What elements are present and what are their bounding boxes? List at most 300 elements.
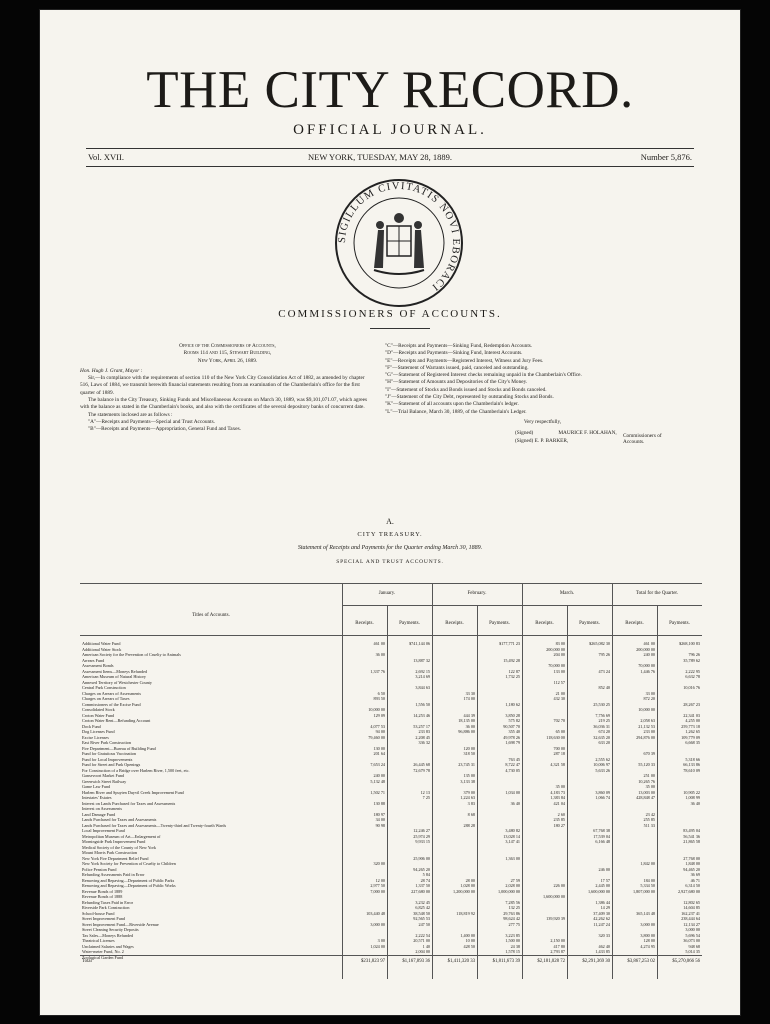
- newspaper-page: [40, 10, 740, 1015]
- letter-paragraph-2: The balance in the City Treasury, Sinking Funds and Miscellaneous Accounts on March 30, 1889, was $9,101,071.07, which agrees with the balance as stated in the Chamberlain's books, and also with the certificates of the several depository banks of concurrent date.: [80, 397, 368, 411]
- letter-left-column: [80, 343, 375, 434]
- amount-cell: 32,635 20: [593, 734, 610, 740]
- amount-cell: 3,232 45: [415, 899, 430, 905]
- amount-cell: 33 00: [645, 690, 655, 696]
- amount-cell: 17,539 04: [593, 833, 610, 839]
- amount-cell: 12,802 65: [683, 899, 700, 905]
- amount-cell: 5,014 35: [685, 949, 700, 954]
- account-title: East River Park Construction: [82, 740, 131, 745]
- month-header: January.: [378, 591, 396, 596]
- month-header: Total for the Quarter.: [635, 591, 679, 596]
- amount-cell: 1,400 00: [460, 932, 475, 938]
- amount-cell: 94,465 20: [683, 866, 700, 872]
- statement-heading: CITY TREASURY.: [357, 531, 423, 538]
- amount-cell: 428 50: [463, 943, 475, 949]
- amount-cell: 2,692 15: [415, 668, 430, 674]
- amount-cell: 13,887 32: [413, 657, 430, 663]
- amount-cell: 5,334 50: [640, 883, 655, 888]
- masthead-title: THE CITY RECORD.: [146, 61, 634, 119]
- amount-cell: 139,920 39: [546, 916, 565, 921]
- statement-item: "I"—Statement of Stocks and Bonds issued and Stocks and Bonds canceled.: [385, 386, 547, 393]
- amount-cell: 2,977 50: [370, 883, 385, 888]
- amount-cell: 4,255 00: [685, 718, 700, 723]
- amount-cell: 288 28: [463, 822, 475, 828]
- amount-cell: 13,028 14: [503, 833, 520, 839]
- amount-cell: 10,265 76: [638, 778, 655, 784]
- payments-header: Payments.: [399, 621, 420, 626]
- account-title: Lands Purchased for Taxes and Assessments: [82, 817, 157, 822]
- table-top-rule: [80, 583, 702, 584]
- amount-cell: 180 27: [553, 822, 565, 828]
- amount-cell: 27,768 00: [683, 855, 700, 861]
- amount-cell: 70,000 00: [548, 663, 565, 668]
- account-title: Additional Water Stock: [82, 646, 122, 652]
- amount-cell: 36 00: [375, 652, 385, 657]
- amount-cell: 763 45: [508, 756, 520, 762]
- section-divider: [370, 328, 430, 329]
- statement-item: "A"—Receipts and Payments—Special and Trust Accounts.: [88, 418, 216, 425]
- amount-cell: 233 83: [418, 729, 430, 734]
- amount-cell: 103,440 48: [366, 910, 385, 916]
- account-title: Croton Water Rent—Refunding Account: [82, 718, 151, 723]
- amount-cell: 473 24: [598, 668, 610, 674]
- amount-cell: 674 20: [598, 729, 610, 734]
- receipts-header: Receipts.: [445, 621, 464, 626]
- amount-cell: 13,003 00: [638, 789, 655, 795]
- signer-name: E. P. BARKER,: [534, 437, 569, 444]
- amount-cell: 6,825 42: [415, 905, 430, 910]
- amount-cell: 10,006 97: [593, 762, 610, 767]
- amount-cell: 174 00: [463, 696, 475, 701]
- amount-cell: 118,819 92: [456, 910, 475, 916]
- amount-cell: [432, 949, 475, 955]
- amount-cell: 94 00: [375, 729, 385, 734]
- account-title: Dock Fund: [82, 723, 101, 729]
- amount-cell: 336 32: [418, 740, 430, 745]
- account-title: Greenwich Street Railway: [82, 778, 127, 784]
- amount-cell: 10,016 76: [683, 685, 700, 690]
- amount-cell: 3,000 00: [640, 921, 655, 927]
- amount-cell: 66,133 86: [683, 762, 700, 767]
- amount-cell: 461 00: [643, 641, 655, 646]
- account-titles-column: [82, 641, 338, 960]
- amount-cell: 21,865 58: [683, 839, 700, 844]
- amount-cell: 53,257 17: [413, 723, 430, 729]
- amount-cell: 320 33: [598, 932, 610, 938]
- letter-addressee: Hon. Hugh J. Grant, Mayor :: [80, 367, 143, 374]
- amount-cell: 17 57: [600, 877, 610, 883]
- statement-item: "G"—Statement of Registered Interest checks remaining unpaid in the Chamberlain's Office.: [385, 372, 582, 379]
- amount-cell: 37,409 30: [593, 910, 610, 916]
- account-title: New York Society for Prevention of Cruelty to Children: [82, 861, 176, 866]
- amount-cell: 2,150 00: [550, 938, 565, 943]
- amount-cell: 226 00: [553, 883, 565, 888]
- amount-cell: 2,208 45: [415, 734, 430, 740]
- amount-cell: 1,000,000 00: [498, 888, 520, 894]
- amount-cell: 3,000 00: [685, 927, 700, 932]
- amount-cell: 355 40: [508, 729, 520, 734]
- amount-cell: 3 83: [467, 800, 475, 806]
- amount-cell: 1,732 25: [505, 674, 520, 679]
- amount-cell: 34 00: [375, 817, 385, 822]
- total-cell: $1,811,673 39: [492, 959, 520, 964]
- amount-cell: 135 00: [463, 773, 475, 778]
- amount-cell: 259,773 18: [681, 723, 700, 729]
- amount-cell: 421 04: [553, 800, 565, 806]
- amount-cell: 56,541 36: [683, 833, 700, 839]
- dateline: [88, 152, 692, 166]
- signed-label: (Signed): [515, 430, 534, 437]
- account-title: Excise Licenses: [82, 734, 109, 740]
- amount-cell: 4,321 58: [550, 762, 565, 767]
- amount-cell: 246 00: [598, 866, 610, 872]
- amount-cell: 1,386 44: [595, 899, 610, 905]
- letter-paragraph-1: Sir,—In compliance with the requirements of section 110 of the New York City Consolidation Act of 1882, as amended by chapter 516, Laws of 1884, we transmit herewith financial statements resulting from an examination of the Chamberlain's office for the first quarter of 1889.: [80, 375, 365, 396]
- amount-cell: $741,144 06: [409, 641, 430, 646]
- amount-cell: 1,578 15: [505, 949, 520, 954]
- statement-item: "E"—Receipts and Payments—Registered Interest, Witness and Jury Fees.: [385, 357, 544, 364]
- amount-cell: 6 50: [377, 690, 385, 696]
- amount-cell: 238,444 64: [681, 916, 700, 921]
- account-title: Fire Department—Bureau of Building Fund: [82, 745, 156, 751]
- amount-cell: 444 39: [463, 712, 475, 718]
- amount-cell: 1,200,000 00: [453, 888, 475, 894]
- amount-cell: 11,247 24: [593, 921, 610, 927]
- amount-cell: 7,653 24: [370, 762, 385, 767]
- amount-cell: 28 00: [465, 877, 475, 883]
- amount-cell: 7,756 69: [595, 712, 610, 718]
- amount-cell: 795 26: [598, 652, 610, 657]
- city-seal-emblem: [334, 178, 464, 308]
- amount-cell: 14,604 85: [683, 905, 700, 910]
- account-title: Street Cleaning Security Deposits: [82, 927, 139, 932]
- amount-cell: 10 00: [465, 938, 475, 943]
- amount-column: [387, 641, 430, 960]
- amount-cell: 700 00: [553, 745, 565, 751]
- amount-cell: [612, 949, 655, 955]
- amount-cell: 25,906 00: [413, 855, 430, 861]
- amount-cell: 92,565 53: [413, 916, 430, 921]
- statement-letter: A.: [386, 517, 394, 526]
- amount-cell: 5,633 26: [595, 767, 610, 773]
- amount-cell: 184 00: [643, 877, 655, 883]
- amount-cell: 130 88: [373, 800, 385, 806]
- amount-cell: 5,696 54: [685, 932, 700, 938]
- amount-cell: 27 59: [510, 877, 520, 883]
- amount-cell: 3,147 41: [505, 839, 520, 844]
- amount-cell: 22,341 03: [683, 712, 700, 718]
- account-title: Revenue Bonds of 1888: [82, 894, 123, 899]
- amount-cell: 7,285 56: [505, 899, 520, 905]
- amount-cell: 2,004 00: [415, 949, 430, 954]
- account-title: Annexed Territory of Westchester County: [82, 679, 152, 685]
- account-title: Assessment Items—Moneys Refunded: [82, 668, 148, 674]
- account-title: Unclaimed Salaries and Wages: [82, 943, 134, 949]
- amount-cell: $268,100 83: [679, 641, 700, 646]
- amount-cell: 1,600,000 00: [588, 888, 610, 894]
- account-title: Street Improvement Fund: [82, 916, 126, 921]
- amount-cell: 852 40: [598, 685, 610, 690]
- amount-cell: 4,730 05: [505, 767, 520, 773]
- letter-office: Office of the Commissioners of Accounts,: [179, 343, 276, 349]
- amount-cell: 872 20: [643, 696, 655, 701]
- amount-cell: 130 00: [373, 745, 385, 751]
- amount-cell: 10,000 00: [638, 707, 655, 712]
- signer-title: Commissioners of Accounts.: [623, 432, 662, 445]
- amount-cell: 3,480 82: [505, 828, 520, 833]
- account-title: Arrears Fund: [82, 657, 105, 663]
- amount-column: [477, 641, 520, 955]
- total-cell: $1,167,893 36: [402, 959, 430, 964]
- amount-cell: 12 00: [375, 877, 385, 883]
- amount-cell: 10,000 00: [368, 707, 385, 712]
- amount-cell: 24 38: [510, 943, 520, 949]
- amount-cell: 201 64: [373, 751, 385, 756]
- amount-cell: 28,267 23: [683, 701, 700, 707]
- receipts-header: Receipts.: [625, 621, 644, 626]
- amount-cell: 1,600,000 00: [543, 894, 565, 899]
- amount-cell: 3,000 00: [370, 921, 385, 927]
- account-title: Charges on Arrears of Taxes: [82, 696, 130, 701]
- amount-cell: 1,698 79: [505, 740, 520, 745]
- seal-legend: SIGILLUM CIVITATIS NOVI EBORACI: [336, 180, 462, 293]
- account-title: Riverside Park Construction: [82, 905, 130, 910]
- amount-cell: 417 80: [553, 943, 565, 949]
- amount-cell: 162,237 41: [681, 910, 700, 916]
- total-cell: $5,270,066 56: [672, 959, 700, 964]
- amount-cell: 462 40: [598, 943, 610, 949]
- amount-cell: 23 42: [645, 811, 655, 817]
- amount-cell: 2,222 95: [685, 668, 700, 674]
- account-title: Interest on Lands Purchased for Taxes and Assessments: [82, 800, 176, 806]
- amount-cell: 2,058 63: [640, 718, 655, 723]
- account-title: Tax Sales—Moneys Refunded: [82, 932, 134, 938]
- amount-cell: 70,000 00: [638, 663, 655, 668]
- letter-paragraph-3: The statements inclosed are as follows :: [88, 411, 173, 418]
- amount-cell: 2,793 87: [550, 949, 565, 954]
- amount-cell: 219 25: [598, 718, 610, 723]
- amount-cell: 38,548 50: [413, 910, 430, 916]
- amount-cell: 78,610 09: [683, 767, 700, 773]
- dateline-bottom-rule: [86, 166, 694, 167]
- amount-cell: 3,223 85: [505, 932, 520, 938]
- account-title: For Construction of a Bridge over Harlem River, 1,500 feet, etc.: [82, 767, 190, 773]
- amount-cell: 1,224 63: [460, 795, 475, 800]
- amount-cell: 200,000 00: [636, 646, 655, 652]
- account-title: Street Improvement Fund—Riverside Avenue: [82, 921, 159, 927]
- amount-cell: 575 82: [508, 718, 520, 723]
- account-title: New York Fire Department Relief Fund: [82, 855, 149, 861]
- amount-cell: $265,082 30: [589, 641, 610, 646]
- account-title: Fund for Local Improvements: [82, 756, 133, 762]
- amount-cell: 26,445 68: [413, 762, 430, 767]
- amount-column: [567, 641, 610, 955]
- amount-cell: 233 00: [643, 729, 655, 734]
- dateline-top-rule: [86, 148, 694, 149]
- account-title: Removing and Repaving—Department of Public Works: [82, 883, 176, 888]
- amount-cell: 65 00: [555, 729, 565, 734]
- amount-cell: 379 00: [463, 789, 475, 795]
- amount-cell: 1,363 00: [505, 855, 520, 861]
- amount-cell: 7,000 00: [370, 888, 385, 894]
- amount-cell: 12,134 27: [683, 921, 700, 927]
- amount-cell: 9,933 15: [415, 839, 430, 844]
- amount-cell: 120 00: [463, 745, 475, 751]
- amount-cell: 25,530 25: [593, 701, 610, 707]
- amount-cell: 112 57: [553, 679, 565, 685]
- amount-cell: 318 50: [463, 751, 475, 756]
- amount-cell: 36 69: [690, 872, 700, 877]
- amount-cell: 20,571 00: [413, 938, 430, 943]
- amount-cell: 28 74: [420, 877, 430, 883]
- amount-cell: 2,927,680 00: [678, 888, 700, 894]
- statement-item: "L"—Trial Balance, March 30, 1889, of the Chamberlain's Ledger.: [385, 408, 527, 415]
- statement-item: "C"—Receipts and Payments—Sinking Fund, Redemption Accounts.: [385, 343, 533, 349]
- letter-city-date: New York, April 26, 1889.: [197, 357, 258, 364]
- amount-cell: 72,679 78: [413, 767, 430, 773]
- amount-cell: 670 39: [643, 751, 655, 756]
- amount-cell: 5,318 66: [685, 756, 700, 762]
- amount-cell: 1,842 00: [640, 861, 655, 866]
- account-title: Mount Morris Park Construction: [82, 850, 138, 855]
- account-title: Refunding Taxes Paid in Error: [82, 899, 134, 905]
- amount-cell: 1,848 00: [685, 861, 700, 866]
- amount-cell: 36,073 00: [683, 938, 700, 943]
- amount-cell: 1,500 00: [505, 938, 520, 943]
- amount-cell: 36,036 31: [593, 723, 610, 729]
- total-cell: $2,291,369 30: [582, 959, 610, 964]
- amount-cell: 90,507 70: [503, 723, 520, 729]
- amount-cell: 10,905 22: [683, 789, 700, 795]
- amount-cell: 21 00: [555, 690, 565, 696]
- account-title: Game Law Fund: [82, 784, 111, 789]
- statement-caption: Statement of Receipts and Payments for the Quarter ending March 30, 1889.: [297, 545, 483, 551]
- account-title: School-house Fund: [82, 910, 115, 916]
- amount-cell: 33 30: [465, 690, 475, 696]
- amount-cell: 6,668 35: [685, 740, 700, 745]
- amount-cell: 12,246 27: [413, 828, 430, 833]
- issue-number: Number 5,876.: [640, 152, 692, 162]
- account-title: Consolidated Stock: [82, 707, 115, 712]
- amount-cell: 94,265 20: [413, 866, 430, 872]
- amount-cell: 2,555 62: [595, 756, 610, 762]
- amount-cell: 42,262 62: [593, 916, 610, 921]
- amount-cell: 1 40: [422, 943, 430, 949]
- amount-cell: 365,143 48: [636, 910, 655, 916]
- letter-rooms: Rooms 114 and 115, Stewart Building,: [183, 350, 272, 357]
- amount-cell: 200,000 00: [546, 646, 565, 652]
- account-title: Medical Society of the County of New York: [82, 844, 156, 850]
- amount-column: [612, 641, 655, 955]
- total-cell: $1,411,320 33: [447, 959, 475, 964]
- account-title: Dog Licenses Fund: [82, 729, 115, 734]
- account-title: Water-meter Fund, No. 2: [82, 949, 124, 954]
- signer-name: MAURICE F. HOLAHAN,: [558, 430, 617, 437]
- amount-cell: 90 98: [375, 822, 385, 828]
- amount-cell: 83,495 04: [683, 828, 700, 833]
- amount-cell: 36 00: [465, 723, 475, 729]
- amount-cell: 4,077 53: [370, 723, 385, 729]
- payments-header: Payments.: [489, 621, 510, 626]
- amount-cell: 255 85: [643, 817, 655, 822]
- amount-cell: 35 00: [555, 784, 565, 789]
- account-title: American Society for the Prevention of Cruelty to Animals: [82, 652, 181, 657]
- amount-cell: 18,135 00: [458, 718, 475, 723]
- account-title: Central Park Construction: [82, 685, 126, 690]
- amount-cell: 3,860 09: [595, 789, 610, 795]
- amount-cell: 1,337 50: [415, 883, 430, 888]
- amount-cell: 1,024 00: [370, 943, 385, 949]
- titles-header: Titles of Accounts.: [192, 613, 230, 618]
- amount-cell: 461 00: [373, 641, 385, 646]
- account-title: Assessment Bonds: [82, 663, 114, 668]
- amount-cell: 893 50: [373, 696, 385, 701]
- receipts-header: Receipts.: [355, 621, 374, 626]
- statement-item: "F"—Statement of Warrants issued, paid, canceled and outstanding.: [385, 364, 529, 371]
- amount-cell: 3,214 69: [415, 674, 430, 679]
- amount-cell: [342, 949, 385, 955]
- account-title: Charges on Arrears of Assessments: [82, 690, 142, 696]
- amount-cell: 247 50: [418, 921, 430, 927]
- amount-cell: 320 00: [373, 861, 385, 866]
- total-cell: $2,181,028 72: [537, 959, 565, 964]
- amount-cell: 3,850 28: [505, 712, 520, 718]
- total-cell: $231,823 97: [361, 959, 385, 964]
- amount-cell: 796 26: [688, 652, 700, 657]
- account-title: Commissioners of the Excise Fund: [82, 701, 141, 707]
- amount-cell: 8,722 47: [505, 762, 520, 767]
- statement-item: "J"—Statement of the City Debt, represented by outstanding Stocks and Bonds.: [385, 394, 554, 401]
- amount-cell: 5,132 48: [370, 778, 385, 784]
- amount-cell: $177,771 23: [499, 641, 520, 646]
- amount-cell: 702 70: [553, 718, 565, 723]
- account-title: Interest on Assessments: [82, 806, 123, 811]
- section-title: COMMISSIONERS OF ACCOUNTS.: [278, 308, 502, 320]
- amount-cell: 1,028 00: [460, 883, 475, 888]
- payments-header: Payments.: [579, 621, 600, 626]
- account-title: Morningside Park Improvement Fund: [82, 839, 146, 844]
- account-title: Additional Water Fund: [82, 641, 121, 646]
- account-title: Metropolitan Museum of Art—Enlargement of: [82, 833, 161, 839]
- amount-cell: 118,630 00: [546, 734, 565, 740]
- account-title: Fund for Gratuitous Vaccination: [82, 751, 137, 756]
- account-title: Police Pension Fund: [82, 866, 117, 872]
- amount-cell: 36 40: [690, 800, 700, 806]
- amount-cell: 29,763 86: [503, 910, 520, 916]
- amount-cell: 79,460 00: [368, 734, 385, 740]
- amount-cell: 6,166 48: [595, 839, 610, 844]
- amount-cell: 133 00: [553, 668, 565, 674]
- amount-cell: 1,262 65: [685, 729, 700, 734]
- amount-cell: 109,779 09: [681, 734, 700, 740]
- amount-cell: 8 68: [467, 811, 475, 817]
- amount-column: [342, 641, 385, 955]
- account-title: Intestates' Estates: [82, 795, 112, 800]
- amount-cell: 240 00: [643, 652, 655, 657]
- amount-cell: 21,132 53: [638, 723, 655, 729]
- amount-cell: 6,314 50: [685, 883, 700, 888]
- amount-cell: 3 00: [377, 938, 385, 943]
- amount-cell: 287 18: [553, 751, 565, 756]
- month-header: March.: [559, 591, 575, 596]
- account-title: Croton Water Fund: [82, 712, 115, 718]
- amount-cell: 14 29: [600, 905, 610, 910]
- month-header: February.: [467, 591, 487, 596]
- amount-cell: 1,034 00: [505, 789, 520, 795]
- amount-cell: 1,433 85: [595, 949, 610, 954]
- amount-cell: 12 13: [420, 789, 430, 795]
- account-title: Removing and Repaving—Department of Public Parks: [82, 877, 175, 883]
